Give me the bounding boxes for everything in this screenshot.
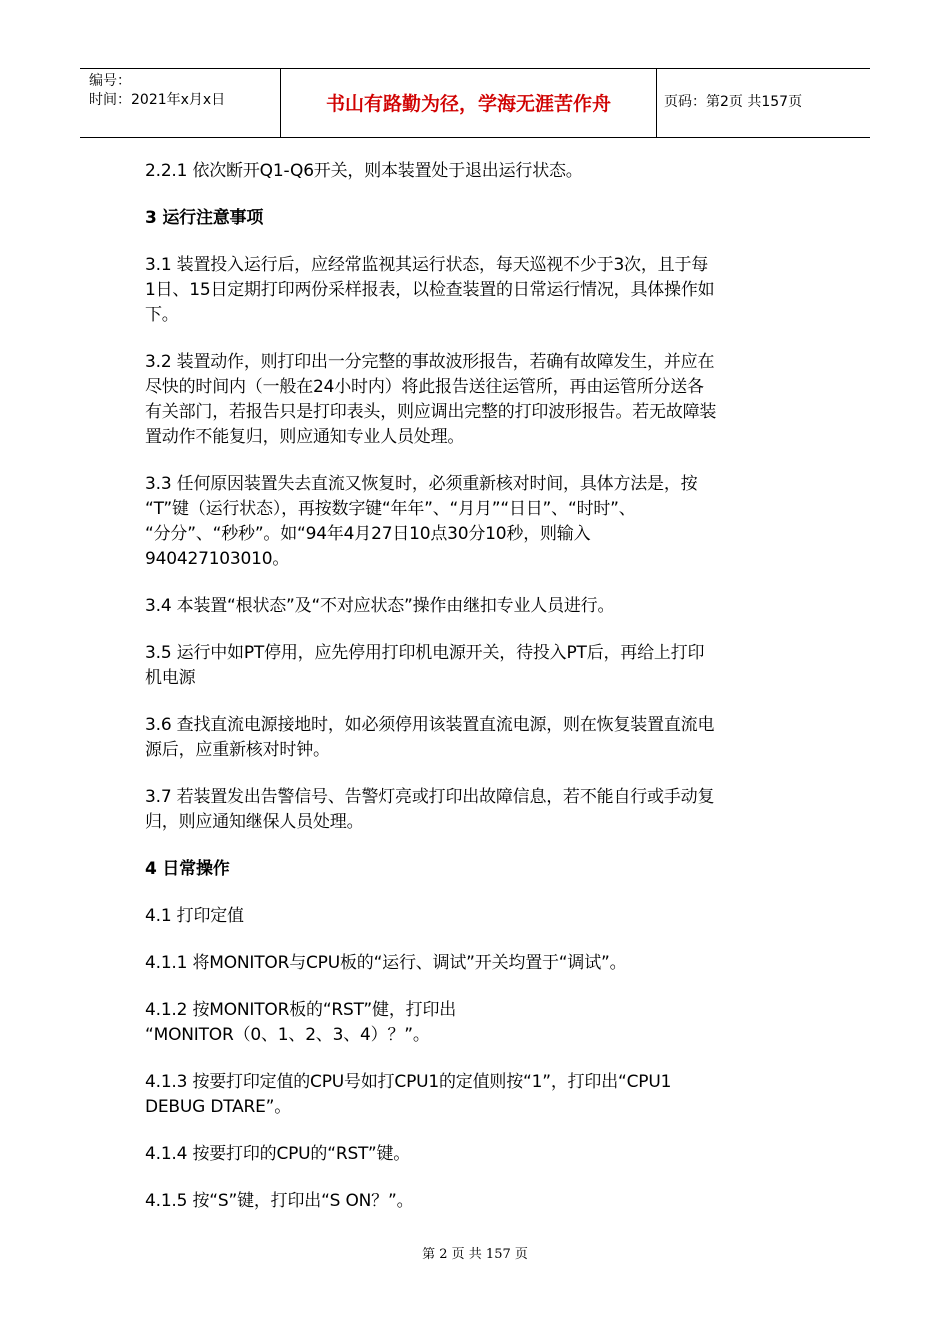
section-heading-4: 4 日常操作 xyxy=(145,859,230,879)
paragraph-4-1-3 xyxy=(145,1070,810,1120)
text-line: 3.1 装置投入运行后，应经常监视其运行状态，每天巡视不少于3次，且于每 xyxy=(145,255,709,275)
document-time-label: 时间：2021年x月x日 xyxy=(89,92,226,108)
text-line: 机电源 xyxy=(145,668,196,688)
paragraph-3-2 xyxy=(145,350,810,450)
header-page-info: 页码：第2页 共157页 xyxy=(664,94,803,110)
text-line: 3.3 任何原因装置失去直流又恢复时，必须重新核对时间，具体方法是，按 xyxy=(145,474,698,494)
text-line: 3.2 装置动作，则打印出一分完整的事故波形报告，若确有故障发生，并应在 xyxy=(145,352,715,372)
document-number-label: 编号： xyxy=(89,73,131,89)
text-line: 尽快的时间内（一般在24小时内）将此报告送往运管所，再由运管所分送各 xyxy=(145,377,704,397)
page-footer: 第 2 页 共 157 页 xyxy=(422,1247,528,1262)
document-body xyxy=(145,159,810,1236)
paragraph-2-2-1: 2.2.1 依次断开Q1-Q6开关，则本装置处于退出运行状态。 xyxy=(145,161,583,181)
text-line: DEBUG DTARE”。 xyxy=(145,1097,292,1117)
paragraph-4-1-5: 4.1.5 按“S”键，打印出“S ON？”。 xyxy=(145,1191,414,1211)
text-line: 归，则应通知继保人员处理。 xyxy=(145,812,364,832)
text-line: 3.7 若装置发出告警信号、告警灯亮或打印出故障信息，若不能自行或手动复 xyxy=(145,787,715,807)
text-line: 4.1.2 按MONITOR板的“RST”健，打印出 xyxy=(145,1000,457,1020)
text-line: “T”键（运行状态），再按数字键“年年”、“月月”“日日”、“时时”、 xyxy=(145,499,636,519)
text-line: 940427103010。 xyxy=(145,549,290,569)
paragraph-4-1: 4.1 打印定值 xyxy=(145,906,244,926)
paragraph-3-5 xyxy=(145,641,810,691)
text-line: 有关部门，若报告只是打印表头，则应调出完整的打印波形报告。若无故障装 xyxy=(145,402,717,422)
text-line: 3.6 查找直流电源接地时，如必须停用该装置直流电源，则在恢复装置直流电 xyxy=(145,715,715,735)
paragraph-3-1 xyxy=(145,253,810,328)
text-line: “分分”、“秒秒”。如“94年4月27日10点30分10秒，则输入 xyxy=(145,524,591,544)
paragraph-3-7 xyxy=(145,785,810,835)
paragraph-4-1-1: 4.1.1 将MONITOR与CPU板的“运行、调试”开关均置于“调试”。 xyxy=(145,953,627,973)
header-motto-cell xyxy=(281,69,657,137)
text-line: 源后，应重新核对时钟。 xyxy=(145,740,330,760)
header-meta-cell xyxy=(80,69,281,137)
text-line: 下。 xyxy=(145,305,179,325)
text-line: “MONITOR（0、1、2、3、4）？”。 xyxy=(145,1025,430,1045)
paragraph-3-6 xyxy=(145,713,810,763)
paragraph-4-1-4: 4.1.4 按要打印的CPU的“RST”键。 xyxy=(145,1144,411,1164)
text-line: 1日、15日定期打印两份采样报表，以检查装置的日常运行情况，具体操作如 xyxy=(145,280,715,300)
header-page-cell xyxy=(657,69,870,137)
text-line: 4.1.3 按要打印定值的CPU号如打CPU1的定值则按“1”，打印出“CPU1 xyxy=(145,1072,672,1092)
text-line: 3.5 运行中如PT停用，应先停用打印机电源开关，待投入PT后，再给上打印 xyxy=(145,643,705,663)
paragraph-3-3 xyxy=(145,472,810,572)
section-heading-3: 3 运行注意事项 xyxy=(145,208,264,228)
paragraph-3-4: 3.4 本装置“根状态”及“不对应状态”操作由继扣专业人员进行。 xyxy=(145,596,615,616)
text-line: 置动作不能复归，则应通知专业人员处理。 xyxy=(145,427,465,447)
page-header xyxy=(80,68,870,138)
header-motto: 书山有路勤为径，学海无涯苦作舟 xyxy=(325,93,611,115)
paragraph-4-1-2 xyxy=(145,998,810,1048)
